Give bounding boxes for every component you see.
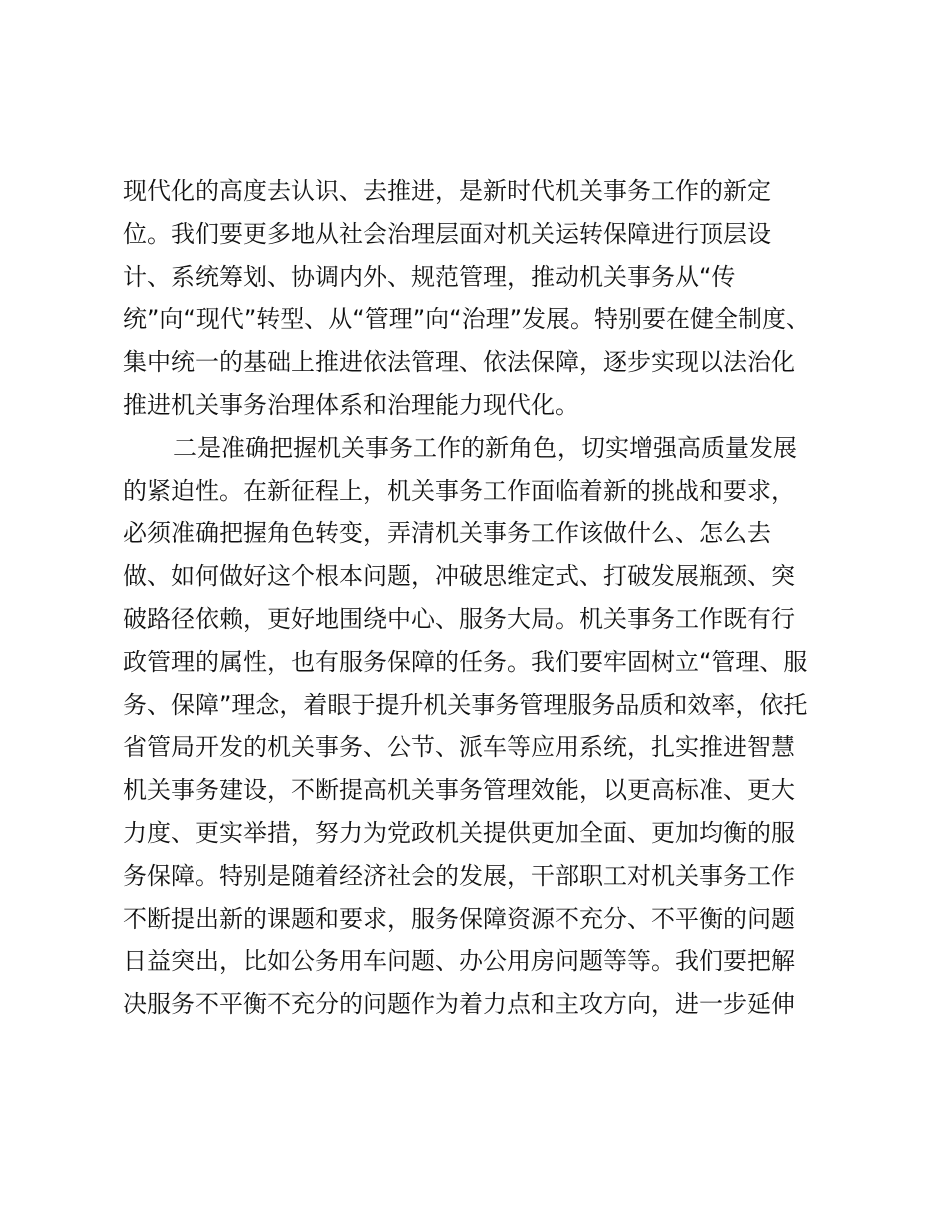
text-line: 务、保障”理念，着眼于提升机关事务管理服务品质和效率，依托 — [123, 690, 808, 719]
text-line: 必须准确把握角色转变，弄清机关事务工作该做什么、怎么去 — [123, 519, 771, 548]
text-line: 省管局开发的机关事务、公节、派车等应用系统，扎实推进智慧 — [123, 733, 795, 762]
text-line: 力度、更实举措，努力为党政机关提供更加全面、更加均衡的服 — [123, 818, 795, 847]
body-text — [123, 170, 843, 1026]
text-line: 决服务不平衡不充分的问题作为着力点和主攻方向，进一步延伸 — [123, 990, 795, 1019]
text-line: 位。我们要更多地从社会治理层面对机关运转保障进行顶层设 — [123, 219, 771, 248]
text-line: 集中统一的基础上推进依法管理、依法保障，逐步实现以法治化 — [123, 348, 795, 377]
text-line: 现代化的高度去认识、去推进，是新时代机关事务工作的新定 — [123, 177, 771, 205]
paragraph-start-line: 二是准确把握机关事务工作的新角色，切实增强高质量发展 — [173, 433, 797, 462]
text-line: 日益突出，比如公务用车问题、办公用房问题等等。我们要把解 — [123, 947, 795, 976]
text-line: 推进机关事务治理体系和治理能力现代化。 — [123, 390, 579, 419]
text-line: 不断提出新的课题和要求，服务保障资源不充分、不平衡的问题 — [123, 904, 795, 933]
text-line: 政管理的属性，也有服务保障的任务。我们要牢固树立“管理、服 — [123, 647, 808, 676]
text-line: 计、系统筹划、协调内外、规范管理，推动机关事务从“传 — [123, 262, 736, 291]
text-line: 做、如何做好这个根本问题，冲破思维定式、打破发展瓶颈、突 — [123, 562, 795, 591]
text-line: 破路径依赖，更好地围绕中心、服务大局。机关事务工作既有行 — [123, 604, 795, 633]
text-line: 机关事务建设，不断提高机关事务管理效能，以更高标准、更大 — [123, 776, 795, 805]
text-line: 的紧迫性。在新征程上，机关事务工作面临着新的挑战和要求， — [123, 476, 795, 505]
text-line: 务保障。特别是随着经济社会的发展，干部职工对机关事务工作 — [123, 861, 795, 890]
text-line: 统”向“现代”转型、从“管理”向“治理”发展。特别要在健全制度、 — [123, 305, 811, 334]
